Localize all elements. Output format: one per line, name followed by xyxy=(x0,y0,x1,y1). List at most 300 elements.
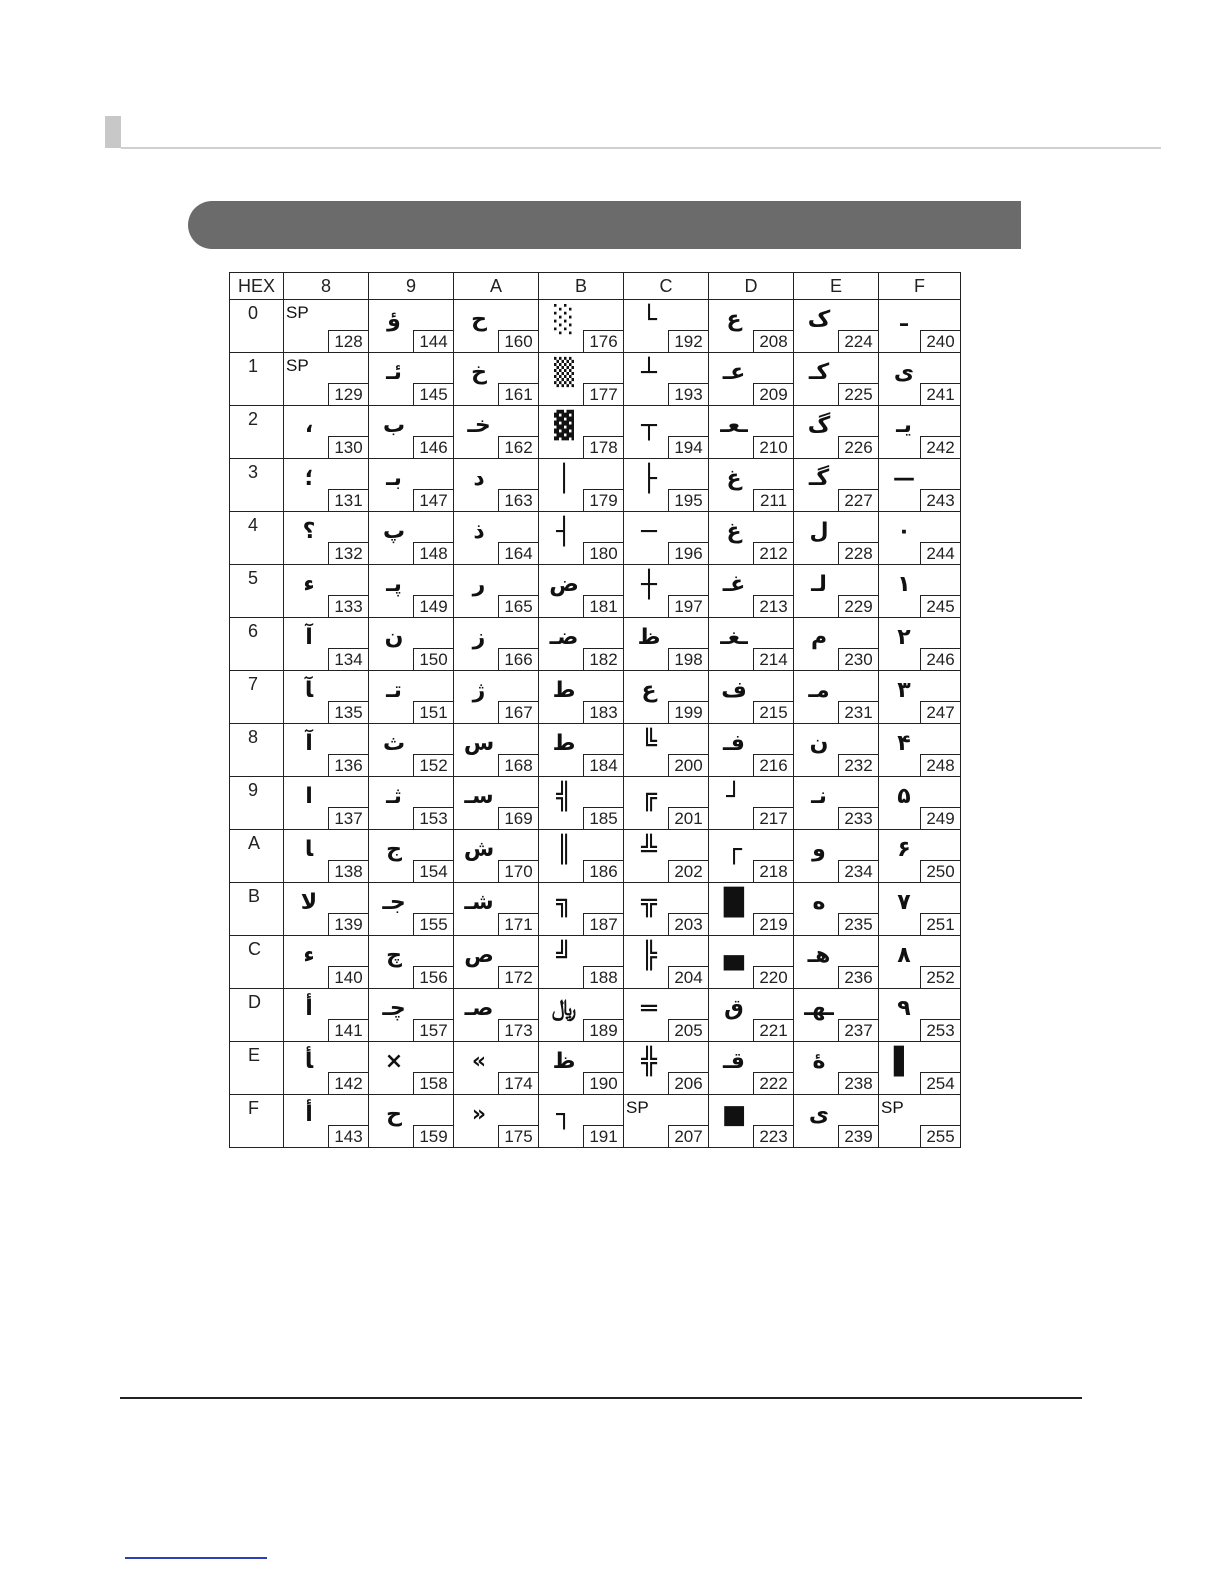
char-code: 232 xyxy=(838,754,878,776)
char-code: 199 xyxy=(668,701,708,723)
row-hex-label: E xyxy=(248,1045,261,1065)
char-cell xyxy=(539,618,624,671)
char-code: 196 xyxy=(668,542,708,564)
char-code: 226 xyxy=(838,436,878,458)
char-code: 180 xyxy=(583,542,623,564)
char-glyph: ب xyxy=(382,413,406,438)
char-glyph: ┬ xyxy=(641,411,657,441)
char-code: 160 xyxy=(498,330,538,352)
char-code: 231 xyxy=(838,701,878,723)
row-header xyxy=(230,724,284,777)
char-cell xyxy=(369,353,454,406)
char-glyph: ء xyxy=(303,943,315,968)
char-cell xyxy=(794,671,879,724)
char-glyph: ٧ xyxy=(897,890,911,915)
char-glyph: ثـ xyxy=(386,784,402,809)
char-code: 208 xyxy=(753,330,793,352)
row-hex-label: 4 xyxy=(248,515,259,535)
char-cell xyxy=(454,406,539,459)
char-cell xyxy=(624,459,709,512)
char-cell xyxy=(879,777,961,830)
char-glyph: ح xyxy=(471,307,487,332)
column-header: D xyxy=(709,273,794,300)
char-code: 140 xyxy=(328,966,368,988)
char-cell xyxy=(369,618,454,671)
char-cell xyxy=(709,300,794,353)
row-header xyxy=(230,671,284,724)
char-glyph: « xyxy=(471,1049,487,1074)
row-hex-label: 3 xyxy=(248,462,259,482)
char-glyph: × xyxy=(384,1049,404,1074)
char-cell xyxy=(879,565,961,618)
char-code: 205 xyxy=(668,1019,708,1041)
char-code: 203 xyxy=(668,913,708,935)
char-code: 245 xyxy=(920,595,960,617)
char-code: 192 xyxy=(668,330,708,352)
column-header: F xyxy=(879,273,961,300)
char-glyph: ی xyxy=(808,1102,830,1127)
char-cell xyxy=(539,406,624,459)
char-cell xyxy=(709,459,794,512)
char-code: 191 xyxy=(583,1125,623,1147)
char-cell xyxy=(454,353,539,406)
char-glyph: ▄ xyxy=(724,941,744,971)
char-code: 146 xyxy=(413,436,453,458)
char-code: 228 xyxy=(838,542,878,564)
char-glyph: SP xyxy=(626,1098,649,1117)
char-code: 173 xyxy=(498,1019,538,1041)
char-glyph: SP xyxy=(881,1098,904,1117)
char-glyph: ض xyxy=(549,572,579,597)
char-glyph: ─ xyxy=(641,517,657,547)
char-glyph: ا xyxy=(305,784,313,809)
char-cell xyxy=(879,830,961,883)
table-row xyxy=(230,565,961,618)
char-glyph: ╔ xyxy=(641,782,657,812)
char-cell xyxy=(794,777,879,830)
char-cell xyxy=(369,936,454,989)
char-code: 166 xyxy=(498,648,538,670)
char-cell xyxy=(539,565,624,618)
char-glyph: چ xyxy=(386,943,402,968)
char-glyph: ٨ xyxy=(897,943,911,968)
char-glyph: گـ xyxy=(808,466,830,491)
char-glyph: گ xyxy=(807,413,831,438)
char-glyph: ی xyxy=(893,360,915,385)
char-code: 234 xyxy=(838,860,878,882)
char-cell xyxy=(369,459,454,512)
char-glyph: ┤ xyxy=(556,517,572,547)
char-code: 156 xyxy=(413,966,453,988)
char-code: 131 xyxy=(328,489,368,511)
row-hex-label: 0 xyxy=(248,303,259,323)
char-cell xyxy=(624,1042,709,1095)
char-cell xyxy=(284,777,369,830)
char-glyph: ╠ xyxy=(641,941,657,971)
char-cell xyxy=(369,830,454,883)
char-cell xyxy=(454,300,539,353)
char-cell xyxy=(794,724,879,777)
table-row xyxy=(230,353,961,406)
row-hex-label: 6 xyxy=(248,621,259,641)
char-cell xyxy=(284,883,369,936)
char-glyph: ـغـ xyxy=(720,625,748,650)
char-cell xyxy=(624,777,709,830)
char-cell xyxy=(284,353,369,406)
char-glyph: صـ xyxy=(464,996,494,1021)
char-glyph: ط xyxy=(552,731,576,756)
char-cell xyxy=(539,724,624,777)
char-code: 190 xyxy=(583,1072,623,1094)
char-code: 187 xyxy=(583,913,623,935)
char-cell xyxy=(624,406,709,459)
char-cell xyxy=(794,883,879,936)
char-cell xyxy=(794,989,879,1042)
char-code: 169 xyxy=(498,807,538,829)
char-glyph: م xyxy=(810,625,828,650)
char-cell xyxy=(879,883,961,936)
char-code: 158 xyxy=(413,1072,453,1094)
char-cell xyxy=(624,300,709,353)
char-code: 248 xyxy=(920,754,960,776)
char-cell xyxy=(879,936,961,989)
char-code: 149 xyxy=(413,595,453,617)
char-glyph: ل xyxy=(809,519,829,544)
char-cell xyxy=(369,1095,454,1148)
char-cell xyxy=(879,989,961,1042)
char-code: 239 xyxy=(838,1125,878,1147)
char-cell xyxy=(879,724,961,777)
char-cell xyxy=(369,1042,454,1095)
char-cell xyxy=(539,936,624,989)
char-code: 244 xyxy=(920,542,960,564)
char-code: 249 xyxy=(920,807,960,829)
char-cell xyxy=(794,512,879,565)
char-glyph: خـ xyxy=(467,413,491,438)
char-glyph: ؛ xyxy=(304,466,314,491)
char-code: 168 xyxy=(498,754,538,776)
char-code: 236 xyxy=(838,966,878,988)
char-cell xyxy=(454,936,539,989)
section-marker xyxy=(105,116,121,148)
char-code: 223 xyxy=(753,1125,793,1147)
char-cell xyxy=(879,1095,961,1148)
char-cell xyxy=(369,989,454,1042)
char-cell xyxy=(369,724,454,777)
char-glyph: ضـ xyxy=(549,625,579,650)
char-cell xyxy=(879,618,961,671)
row-header xyxy=(230,618,284,671)
char-glyph: ┐ xyxy=(556,1100,572,1130)
char-glyph: ص xyxy=(464,943,494,968)
char-cell xyxy=(539,883,624,936)
char-glyph: فـ xyxy=(723,731,745,756)
footer-link-underline[interactable] xyxy=(125,1557,267,1559)
char-glyph: غ xyxy=(726,466,742,491)
char-code: 213 xyxy=(753,595,793,617)
char-cell xyxy=(539,777,624,830)
char-glyph: ز xyxy=(472,625,486,650)
char-glyph: س xyxy=(463,731,495,756)
column-header: 9 xyxy=(369,273,454,300)
char-glyph: ﷼ xyxy=(551,996,577,1021)
char-code: 200 xyxy=(668,754,708,776)
char-glyph: جـ xyxy=(382,890,406,915)
char-glyph: ٣ xyxy=(897,678,911,703)
char-cell xyxy=(624,883,709,936)
char-code: 130 xyxy=(328,436,368,458)
char-code: 225 xyxy=(838,383,878,405)
char-glyph: ج xyxy=(386,837,402,862)
char-code: 143 xyxy=(328,1125,368,1147)
row-hex-label: 2 xyxy=(248,409,259,429)
char-code: 152 xyxy=(413,754,453,776)
char-code: 212 xyxy=(753,542,793,564)
char-glyph: ╦ xyxy=(641,888,657,918)
char-glyph: ق xyxy=(724,996,744,1021)
char-glyph: ؟ xyxy=(302,519,316,544)
char-code: 161 xyxy=(498,383,538,405)
char-cell xyxy=(284,618,369,671)
char-code: 198 xyxy=(668,648,708,670)
char-cell xyxy=(454,618,539,671)
char-cell xyxy=(284,1042,369,1095)
char-glyph: هـ xyxy=(807,943,831,968)
char-code: 183 xyxy=(583,701,623,723)
hex-corner-header: HEX xyxy=(230,273,284,300)
char-cell xyxy=(454,1042,539,1095)
char-code: 145 xyxy=(413,383,453,405)
char-glyph: ن xyxy=(384,625,404,650)
char-code: 182 xyxy=(583,648,623,670)
char-glyph: تـ xyxy=(386,678,402,703)
char-cell xyxy=(284,406,369,459)
char-glyph: ▌ xyxy=(894,1047,914,1077)
table-row xyxy=(230,300,961,353)
char-glyph: ▓ xyxy=(554,411,574,441)
char-cell xyxy=(369,671,454,724)
char-code: 134 xyxy=(328,648,368,670)
char-glyph: ، xyxy=(304,413,314,438)
char-code: 224 xyxy=(838,330,878,352)
char-cell xyxy=(709,1042,794,1095)
char-glyph: ح xyxy=(386,1102,402,1127)
char-glyph: آ xyxy=(305,625,313,650)
char-code: 164 xyxy=(498,542,538,564)
char-cell xyxy=(794,1095,879,1148)
table-row xyxy=(230,1042,961,1095)
char-cell xyxy=(369,406,454,459)
char-glyph: غـ xyxy=(722,572,746,597)
row-header xyxy=(230,883,284,936)
row-hex-label: 8 xyxy=(248,727,259,747)
char-cell xyxy=(624,989,709,1042)
char-cell xyxy=(794,830,879,883)
char-glyph: أ xyxy=(305,996,313,1021)
row-header xyxy=(230,830,284,883)
char-cell xyxy=(454,459,539,512)
char-code: 247 xyxy=(920,701,960,723)
char-cell xyxy=(369,883,454,936)
char-code: 240 xyxy=(920,330,960,352)
char-cell xyxy=(709,777,794,830)
char-cell xyxy=(794,406,879,459)
char-code: 233 xyxy=(838,807,878,829)
char-code: 215 xyxy=(753,701,793,723)
row-header xyxy=(230,1095,284,1148)
char-glyph: ط xyxy=(552,678,576,703)
char-cell xyxy=(879,353,961,406)
char-cell xyxy=(539,1042,624,1095)
char-cell xyxy=(709,406,794,459)
char-code: 195 xyxy=(668,489,708,511)
row-hex-label: 5 xyxy=(248,568,259,588)
char-code: 229 xyxy=(838,595,878,617)
char-cell xyxy=(709,565,794,618)
char-cell xyxy=(284,512,369,565)
row-hex-label: A xyxy=(248,833,261,853)
char-cell xyxy=(454,830,539,883)
char-cell xyxy=(284,936,369,989)
char-code: 189 xyxy=(583,1019,623,1041)
char-cell xyxy=(624,830,709,883)
char-code: 148 xyxy=(413,542,453,564)
char-cell xyxy=(539,353,624,406)
char-code: 162 xyxy=(498,436,538,458)
char-cell xyxy=(284,1095,369,1148)
char-glyph: ذ xyxy=(473,519,485,544)
char-cell xyxy=(709,1095,794,1148)
char-cell xyxy=(284,459,369,512)
table-row xyxy=(230,989,961,1042)
char-cell xyxy=(709,989,794,1042)
char-cell xyxy=(284,830,369,883)
char-glyph: ع xyxy=(641,678,657,703)
char-glyph: ک xyxy=(807,307,831,332)
char-cell xyxy=(794,459,879,512)
row-hex-label: 7 xyxy=(248,674,259,694)
char-cell xyxy=(539,512,624,565)
column-header: C xyxy=(624,273,709,300)
char-code: 250 xyxy=(920,860,960,882)
char-code: 211 xyxy=(753,489,793,511)
char-cell xyxy=(794,936,879,989)
char-code: 201 xyxy=(668,807,708,829)
char-code: 147 xyxy=(413,489,453,511)
char-code: 242 xyxy=(920,436,960,458)
char-cell xyxy=(624,1095,709,1148)
table-row xyxy=(230,406,961,459)
char-glyph: ن xyxy=(809,731,829,756)
char-cell xyxy=(454,989,539,1042)
char-glyph: ـعـ xyxy=(720,413,748,438)
char-code: 219 xyxy=(753,913,793,935)
header-row xyxy=(230,273,961,300)
char-cell xyxy=(539,459,624,512)
char-glyph: ﺃ xyxy=(305,1102,313,1127)
char-cell xyxy=(284,565,369,618)
char-code: 184 xyxy=(583,754,623,776)
char-glyph: کـ xyxy=(808,360,830,385)
table-row xyxy=(230,883,961,936)
char-code: 210 xyxy=(753,436,793,458)
char-glyph: ╩ xyxy=(641,835,657,865)
char-cell xyxy=(709,618,794,671)
char-cell xyxy=(794,618,879,671)
char-code: 144 xyxy=(413,330,453,352)
char-code: 178 xyxy=(583,436,623,458)
char-cell xyxy=(879,300,961,353)
char-cell xyxy=(454,1095,539,1148)
char-glyph: مـ xyxy=(808,678,830,703)
char-glyph: شـ xyxy=(464,890,494,915)
row-hex-label: 9 xyxy=(248,780,259,800)
row-header xyxy=(230,1042,284,1095)
char-code: 209 xyxy=(753,383,793,405)
row-header xyxy=(230,512,284,565)
char-code: 188 xyxy=(583,966,623,988)
char-code: 157 xyxy=(413,1019,453,1041)
char-glyph: خ xyxy=(471,360,487,385)
char-code: 220 xyxy=(753,966,793,988)
table-row xyxy=(230,724,961,777)
char-glyph: ┴ xyxy=(641,358,657,388)
char-glyph: ٩ xyxy=(897,996,911,1021)
char-glyph: ╬ xyxy=(641,1047,657,1077)
char-code: 230 xyxy=(838,648,878,670)
char-glyph: ╗ xyxy=(556,888,572,918)
char-glyph: ژ xyxy=(472,678,486,703)
table-row xyxy=(230,459,961,512)
char-code: 214 xyxy=(753,648,793,670)
char-glyph: ﺄ xyxy=(304,1049,314,1074)
char-glyph: ╣ xyxy=(556,782,572,812)
char-cell xyxy=(624,618,709,671)
char-glyph: ظ xyxy=(552,1049,576,1074)
char-code: 135 xyxy=(328,701,368,723)
row-hex-label: B xyxy=(248,886,261,906)
char-code: 216 xyxy=(753,754,793,776)
char-cell xyxy=(879,1042,961,1095)
char-cell xyxy=(879,512,961,565)
char-code: 150 xyxy=(413,648,453,670)
char-code: 252 xyxy=(920,966,960,988)
char-code: 194 xyxy=(668,436,708,458)
char-code: 251 xyxy=(920,913,960,935)
char-code: 167 xyxy=(498,701,538,723)
char-glyph: ۀ xyxy=(812,1049,826,1074)
char-cell xyxy=(454,565,539,618)
char-code: 153 xyxy=(413,807,453,829)
char-code: 218 xyxy=(753,860,793,882)
char-glyph: ـهـ xyxy=(804,996,834,1021)
char-code: 170 xyxy=(498,860,538,882)
char-cell xyxy=(539,300,624,353)
char-cell xyxy=(624,565,709,618)
char-code: 175 xyxy=(498,1125,538,1147)
char-code: 141 xyxy=(328,1019,368,1041)
char-glyph: » xyxy=(471,1102,487,1127)
char-cell xyxy=(454,671,539,724)
char-cell xyxy=(454,883,539,936)
char-cell xyxy=(369,565,454,618)
char-code: 142 xyxy=(328,1072,368,1094)
char-cell xyxy=(624,936,709,989)
char-cell xyxy=(284,300,369,353)
char-glyph: ┘ xyxy=(726,782,742,812)
title-bar xyxy=(188,201,1021,249)
row-header xyxy=(230,777,284,830)
